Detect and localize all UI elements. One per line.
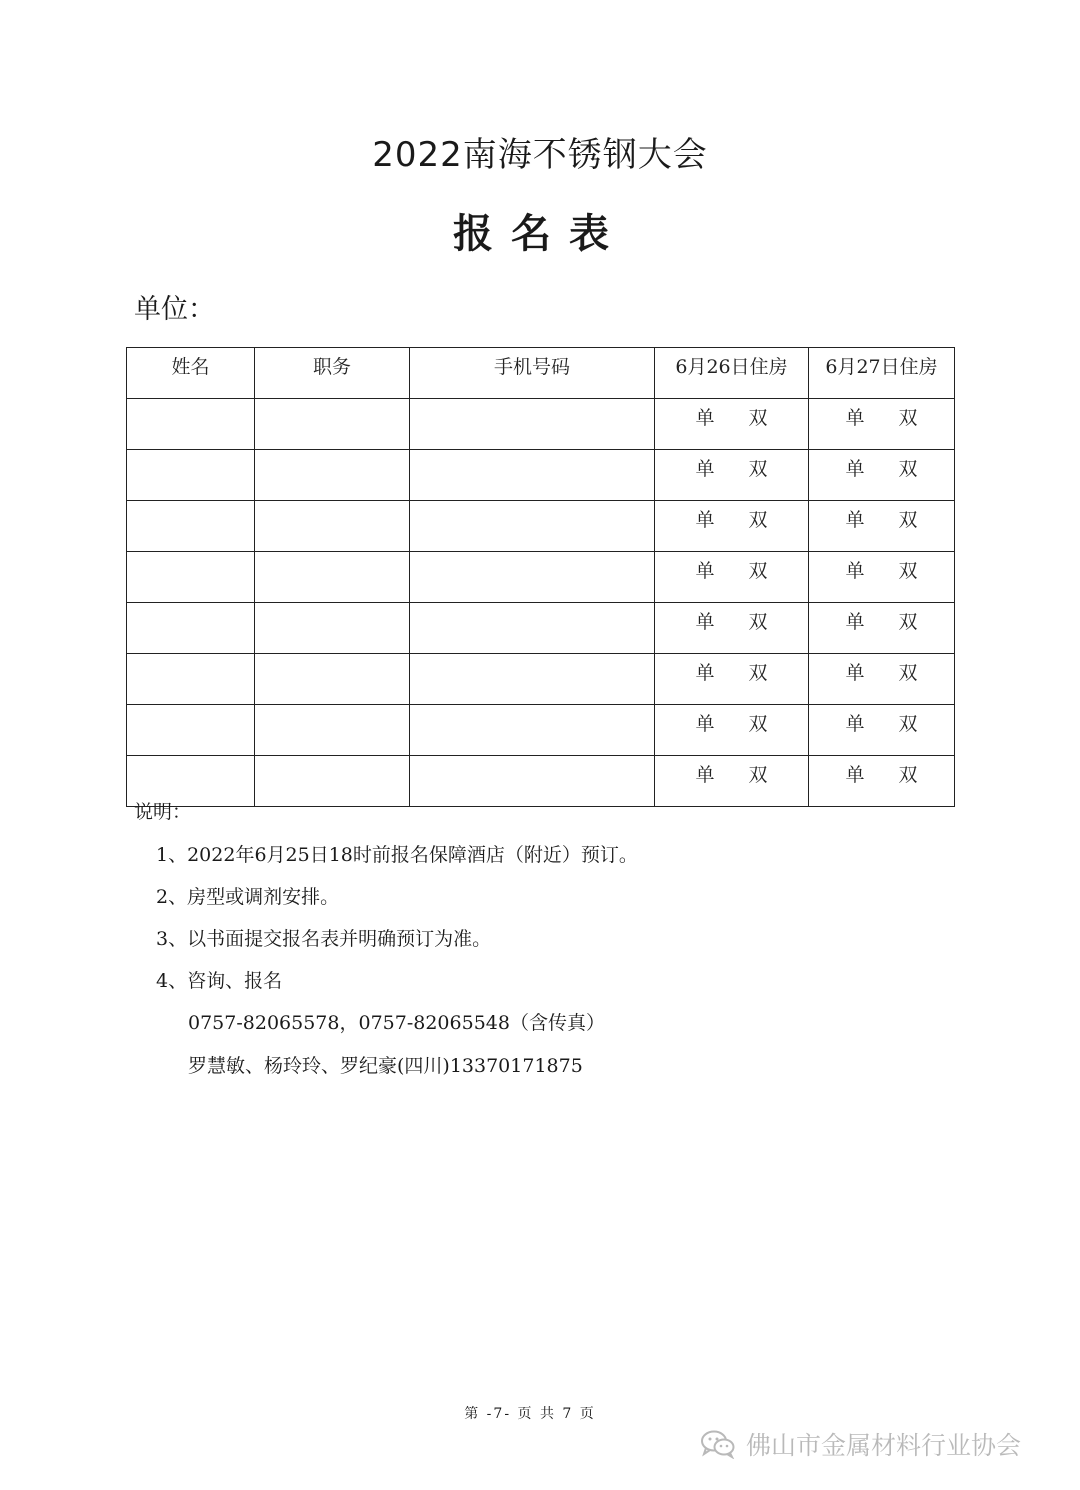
room-option-single[interactable]: 单 [695, 560, 715, 582]
room-option-double[interactable]: 双 [748, 509, 768, 531]
room-option-double[interactable]: 双 [898, 662, 918, 684]
cell-phone[interactable] [410, 399, 655, 450]
room-option-double[interactable]: 双 [748, 560, 768, 582]
cell-room-0627 [809, 756, 955, 807]
room-option-double[interactable]: 双 [748, 458, 768, 480]
header-room-0626: 6月26日住房 [655, 348, 809, 399]
cell-name[interactable] [127, 603, 255, 654]
room-option-double[interactable]: 双 [898, 560, 918, 582]
room-option-single[interactable]: 单 [695, 509, 715, 531]
room-option-double[interactable]: 双 [898, 764, 918, 786]
wechat-icon [700, 1429, 736, 1459]
contact-phones: 0757-82065578，0757-82065548（含传真） [188, 1012, 605, 1034]
room-option-double[interactable]: 双 [748, 611, 768, 633]
table-row [127, 501, 955, 552]
room-option-double[interactable]: 双 [898, 713, 918, 735]
room-option-double[interactable]: 双 [748, 407, 768, 429]
cell-room-0627 [809, 399, 955, 450]
cell-room-0627 [809, 705, 955, 756]
form-title: 报名表 [453, 211, 627, 257]
cell-phone[interactable] [410, 654, 655, 705]
cell-position[interactable] [255, 552, 410, 603]
room-option-double[interactable]: 双 [898, 458, 918, 480]
registration-table [126, 347, 955, 807]
notes-list [156, 838, 638, 1006]
cell-name[interactable] [127, 399, 255, 450]
room-option-single[interactable]: 单 [845, 611, 865, 633]
note-item: 2、房型或调剂安排。 [156, 886, 340, 908]
room-option-single[interactable]: 单 [695, 407, 715, 429]
room-option-single[interactable]: 单 [845, 560, 865, 582]
room-option-single[interactable]: 单 [845, 407, 865, 429]
cell-name[interactable] [127, 705, 255, 756]
room-option-single[interactable]: 单 [845, 662, 865, 684]
notes-heading: 说明： [134, 801, 192, 823]
header-phone: 手机号码 [410, 348, 655, 399]
room-option-single[interactable]: 单 [845, 764, 865, 786]
room-option-double[interactable]: 双 [898, 509, 918, 531]
room-option-double[interactable]: 双 [748, 764, 768, 786]
table-row [127, 756, 955, 807]
room-option-single[interactable]: 单 [695, 713, 715, 735]
room-option-double[interactable]: 双 [748, 662, 768, 684]
cell-room-0627 [809, 603, 955, 654]
cell-room-0627 [809, 501, 955, 552]
cell-position[interactable] [255, 654, 410, 705]
cell-room-0627 [809, 552, 955, 603]
cell-name[interactable] [127, 552, 255, 603]
table-row [127, 552, 955, 603]
cell-phone[interactable] [410, 501, 655, 552]
page-title: 2022南海不锈钢大会 [372, 135, 708, 175]
room-option-double[interactable]: 双 [898, 407, 918, 429]
cell-position[interactable] [255, 501, 410, 552]
cell-room-0626 [655, 603, 809, 654]
unit-label: 单位： [134, 294, 215, 325]
room-option-single[interactable]: 单 [695, 764, 715, 786]
cell-room-0626 [655, 654, 809, 705]
header-room-0627: 6月27日住房 [809, 348, 955, 399]
cell-room-0627 [809, 654, 955, 705]
cell-position[interactable] [255, 603, 410, 654]
cell-phone[interactable] [410, 552, 655, 603]
table-row [127, 450, 955, 501]
table-header-row [127, 348, 955, 399]
cell-name[interactable] [127, 450, 255, 501]
cell-position[interactable] [255, 756, 410, 807]
cell-position[interactable] [255, 399, 410, 450]
note-item: 3、以书面提交报名表并明确预订为准。 [156, 928, 492, 950]
cell-name[interactable] [127, 654, 255, 705]
cell-room-0626 [655, 399, 809, 450]
room-option-single[interactable]: 单 [845, 713, 865, 735]
cell-phone[interactable] [410, 705, 655, 756]
cell-name[interactable] [127, 501, 255, 552]
header-position: 职务 [255, 348, 410, 399]
room-option-single[interactable]: 单 [695, 611, 715, 633]
cell-phone[interactable] [410, 603, 655, 654]
room-option-double[interactable]: 双 [898, 611, 918, 633]
watermark-text: 佛山市金属材料行业协会 [746, 1431, 1022, 1460]
page-number: 第 -7- 页 共 7 页 [464, 1406, 596, 1422]
cell-phone[interactable] [410, 756, 655, 807]
room-option-single[interactable]: 单 [695, 458, 715, 480]
cell-phone[interactable] [410, 450, 655, 501]
table-row [127, 705, 955, 756]
room-option-single[interactable]: 单 [845, 509, 865, 531]
table-row [127, 399, 955, 450]
table-body [127, 399, 955, 807]
room-option-single[interactable]: 单 [845, 458, 865, 480]
note-item: 1、2022年6月25日18时前报名保障酒店（附近）预订。 [156, 844, 638, 866]
cell-room-0626 [655, 501, 809, 552]
cell-position[interactable] [255, 705, 410, 756]
table-row [127, 603, 955, 654]
watermark [700, 1424, 1021, 1464]
header-name: 姓名 [127, 348, 255, 399]
cell-room-0626 [655, 705, 809, 756]
table-row [127, 654, 955, 705]
cell-position[interactable] [255, 450, 410, 501]
cell-room-0626 [655, 756, 809, 807]
contact-people: 罗慧敏、杨玲玲、罗纪豪(四川)13370171875 [188, 1055, 583, 1077]
cell-room-0627 [809, 450, 955, 501]
cell-room-0626 [655, 450, 809, 501]
room-option-double[interactable]: 双 [748, 713, 768, 735]
cell-room-0626 [655, 552, 809, 603]
room-option-single[interactable]: 单 [695, 662, 715, 684]
note-item: 4、咨询、报名 [156, 970, 283, 992]
